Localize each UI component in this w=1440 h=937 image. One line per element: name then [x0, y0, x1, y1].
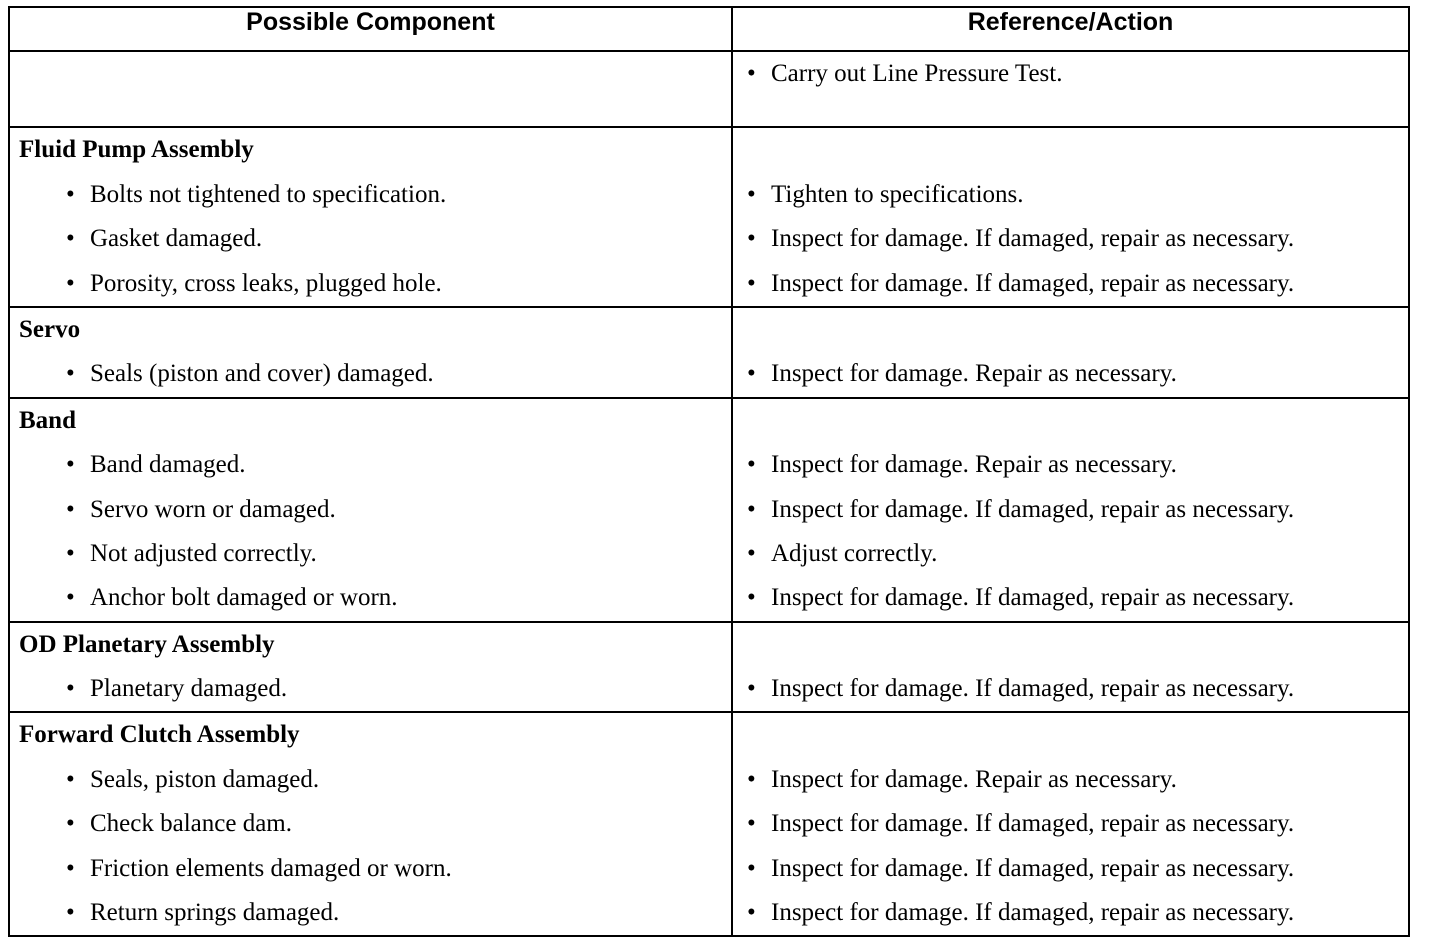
action-item-text: Carry out Line Pressure Test.: [771, 60, 1063, 87]
bullet-icon: •: [66, 269, 75, 297]
action-item: [733, 891, 1408, 935]
bullet-icon: •: [66, 765, 75, 793]
group-title: OD Planetary Assembly: [19, 630, 275, 658]
component-cell: [9, 127, 732, 307]
action-item-text: Inspect for damage. If damaged, repair as necessary.: [771, 810, 1295, 838]
component-item: [10, 802, 731, 846]
component-item: [10, 576, 731, 620]
component-item-text: Bolts not tightened to specification.: [90, 180, 447, 208]
component-cell: [9, 51, 732, 127]
group-title: Fluid Pump Assembly: [19, 136, 254, 164]
component-item: [10, 847, 731, 891]
action-item: [733, 173, 1408, 217]
component-item-text: Seals (piston and cover) damaged.: [90, 360, 434, 388]
component-item-text: Check balance dam.: [90, 810, 292, 838]
bullet-icon: •: [66, 360, 75, 388]
group-row-fluid-pump-assembly: [9, 127, 1409, 307]
action-item-text: Inspect for damage. If damaged, repair as necessary.: [771, 225, 1295, 253]
bullet-icon: •: [66, 180, 75, 208]
component-item: [10, 891, 731, 935]
bullet-icon: •: [747, 225, 756, 253]
action-item: [733, 262, 1408, 306]
action-item-text: Inspect for damage. If damaged, repair as necessary.: [771, 675, 1295, 703]
group-row-forward-clutch-assembly: [9, 712, 1409, 936]
component-item: [10, 488, 731, 532]
bullet-icon: •: [66, 451, 75, 479]
component-item: [10, 758, 731, 802]
bullet-icon: •: [747, 495, 756, 523]
bullet-icon: •: [747, 451, 756, 479]
table-body: [9, 51, 1409, 936]
action-cell: [732, 127, 1409, 307]
bullet-icon: •: [747, 269, 756, 297]
component-item-text: Band damaged.: [90, 451, 246, 479]
action-cell: [732, 622, 1409, 713]
action-item: [733, 352, 1408, 396]
bullet-icon: •: [747, 765, 756, 793]
header-possible-component: Possible Component: [9, 7, 732, 51]
group-row-untitled: [9, 51, 1409, 127]
action-item-text: Inspect for damage. Repair as necessary.: [771, 451, 1177, 479]
action-item-text: Inspect for damage. If damaged, repair as necessary.: [771, 495, 1295, 523]
header-reference-action: Reference/Action: [732, 7, 1409, 51]
action-item: [733, 802, 1408, 846]
action-item-text: Inspect for damage. If damaged, repair as necessary.: [771, 854, 1295, 882]
bullet-icon: •: [747, 810, 756, 838]
action-cell: [732, 51, 1409, 127]
bullet-icon: •: [66, 854, 75, 882]
action-item: [733, 52, 1408, 96]
diagnosis-table: [8, 6, 1410, 937]
component-item-text: Porosity, cross leaks, plugged hole.: [90, 269, 442, 297]
bullet-icon: •: [747, 180, 756, 208]
component-item: [10, 352, 731, 396]
action-item-text: Inspect for damage. If damaged, repair as necessary.: [771, 899, 1295, 927]
action-item-text: Inspect for damage. Repair as necessary.: [771, 360, 1177, 388]
group-title: Forward Clutch Assembly: [19, 721, 300, 749]
component-item-text: Planetary damaged.: [90, 675, 288, 703]
bullet-icon: •: [66, 225, 75, 253]
action-cell: [732, 398, 1409, 622]
action-cell: [732, 712, 1409, 936]
action-item: [733, 532, 1408, 576]
component-item-text: Friction elements damaged or worn.: [90, 854, 452, 882]
bullet-icon: •: [66, 675, 75, 703]
bullet-icon: •: [747, 854, 756, 882]
component-cell: [9, 712, 732, 936]
group-row-band: [9, 398, 1409, 622]
component-item-text: Not adjusted correctly.: [90, 539, 317, 567]
bullet-icon: •: [747, 539, 756, 567]
bullet-icon: •: [747, 899, 756, 927]
component-item: [10, 262, 731, 306]
group-title: Band: [19, 406, 76, 434]
component-item: [10, 532, 731, 576]
component-item: [10, 173, 731, 217]
component-cell: [9, 622, 732, 713]
component-item-text: Gasket damaged.: [90, 225, 263, 253]
bullet-icon: •: [747, 60, 756, 87]
action-item-text: Adjust correctly.: [771, 539, 938, 567]
action-item: [733, 758, 1408, 802]
action-item-text: Inspect for damage. If damaged, repair as necessary.: [771, 584, 1295, 612]
group-row-od-planetary-assembly: [9, 622, 1409, 713]
bullet-icon: •: [747, 584, 756, 612]
component-item-text: Anchor bolt damaged or worn.: [90, 584, 398, 612]
action-item: [733, 488, 1408, 532]
component-cell: [9, 398, 732, 622]
action-item-text: Inspect for damage. If damaged, repair as necessary.: [771, 269, 1295, 297]
bullet-icon: •: [747, 675, 756, 703]
component-item: [10, 443, 731, 487]
group-row-servo: [9, 307, 1409, 398]
component-item-text: Servo worn or damaged.: [90, 495, 336, 523]
component-item-text: Return springs damaged.: [90, 899, 340, 927]
action-item: [733, 576, 1408, 620]
action-item-text: Tighten to specifications.: [771, 180, 1024, 208]
component-item: [10, 667, 731, 711]
group-title: Servo: [19, 315, 81, 343]
component-item: [10, 217, 731, 261]
action-item-text: Inspect for damage. Repair as necessary.: [771, 765, 1177, 793]
bullet-icon: •: [66, 584, 75, 612]
action-item: [733, 667, 1408, 711]
action-item: [733, 443, 1408, 487]
action-cell: [732, 307, 1409, 398]
component-cell: [9, 307, 732, 398]
bullet-icon: •: [747, 360, 756, 388]
bullet-icon: •: [66, 899, 75, 927]
bullet-icon: •: [66, 810, 75, 838]
action-item: [733, 847, 1408, 891]
bullet-icon: •: [66, 495, 75, 523]
component-item-text: Seals, piston damaged.: [90, 765, 320, 793]
action-item: [733, 217, 1408, 261]
bullet-icon: •: [66, 539, 75, 567]
header-row: [9, 7, 1409, 51]
